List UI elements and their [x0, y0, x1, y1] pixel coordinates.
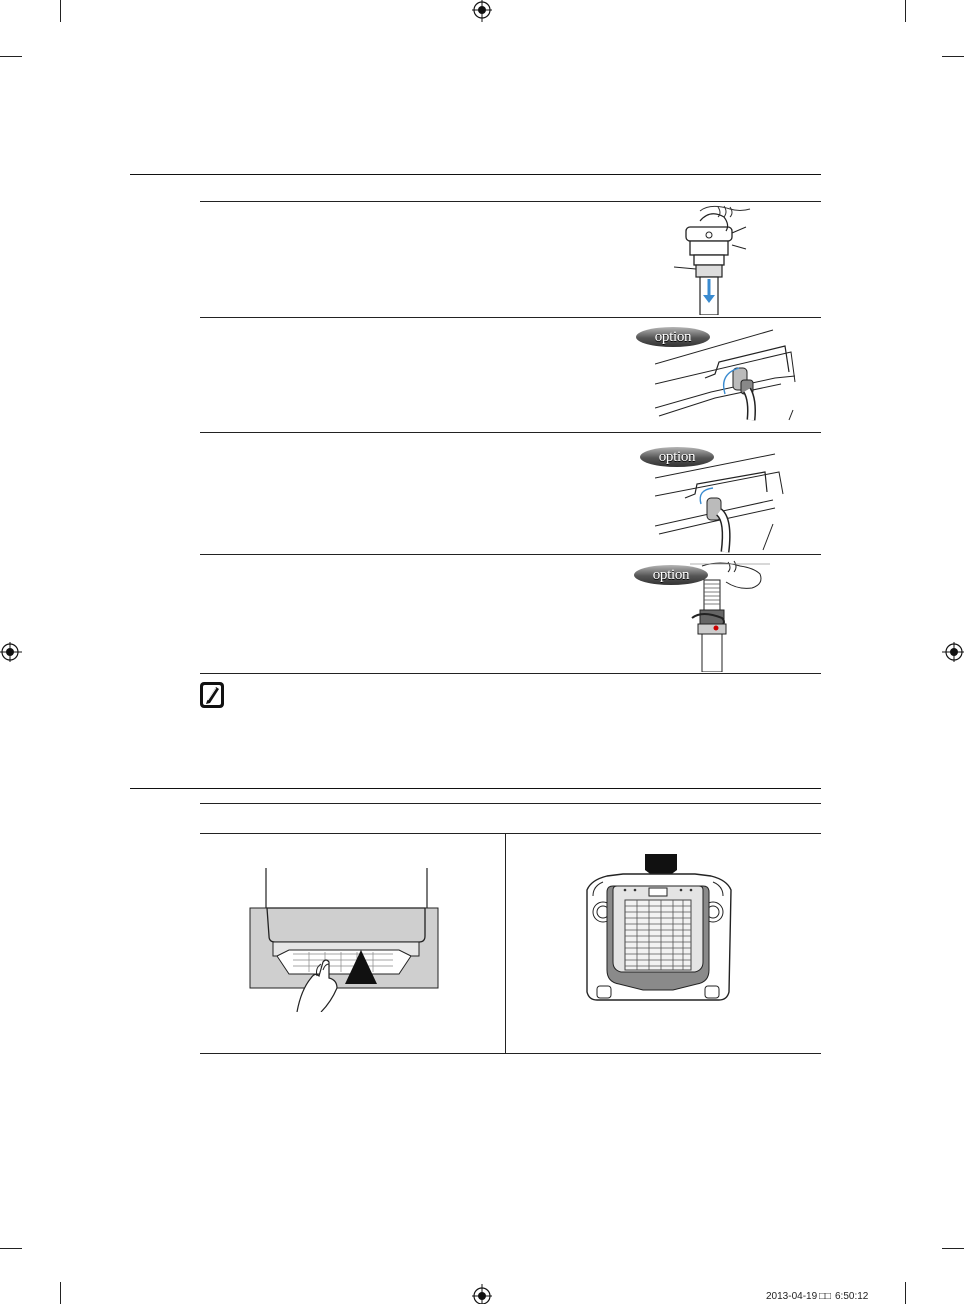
- registration-mark-icon: [470, 1284, 494, 1304]
- table-rule: [200, 201, 821, 202]
- table-rule: [200, 803, 821, 804]
- registration-mark-icon: [470, 0, 494, 24]
- section-rule: [130, 174, 821, 175]
- registration-mark-icon: [0, 640, 22, 664]
- print-ampm: □□: [819, 1291, 832, 1302]
- table-rule: [200, 673, 821, 674]
- section-rule: [130, 788, 821, 789]
- crop-mark: [942, 1248, 964, 1249]
- hose-connect-machine-illustration: [655, 322, 800, 422]
- note-pencil-icon: [199, 681, 225, 709]
- print-time: 6:50:12: [835, 1291, 869, 1302]
- crop-mark: [905, 0, 906, 22]
- hose-on-tap-illustration: [680, 558, 775, 672]
- table-rule: [200, 1053, 821, 1054]
- machine-base-filter-illustration: [583, 852, 733, 1004]
- table-column-divider: [505, 833, 506, 1053]
- crop-mark: [905, 1282, 906, 1304]
- filter-cover-push-illustration: [249, 866, 441, 1012]
- crop-mark: [60, 0, 61, 22]
- option-badge: option: [634, 565, 708, 585]
- table-rule: [200, 833, 821, 834]
- option-badge: option: [640, 447, 714, 467]
- crop-mark: [60, 1282, 61, 1304]
- hose-connect-machine-illustration: [655, 448, 785, 553]
- table-rule: [200, 317, 821, 318]
- table-rule: [200, 554, 821, 555]
- option-badge: option: [636, 327, 710, 347]
- table-rule: [200, 432, 821, 433]
- hose-on-faucet-illustration: [660, 203, 760, 315]
- print-date: 2013-04-19: [766, 1291, 818, 1302]
- registration-mark-icon: [942, 640, 964, 664]
- crop-mark: [942, 56, 964, 57]
- crop-mark: [0, 56, 22, 57]
- crop-mark: [0, 1248, 22, 1249]
